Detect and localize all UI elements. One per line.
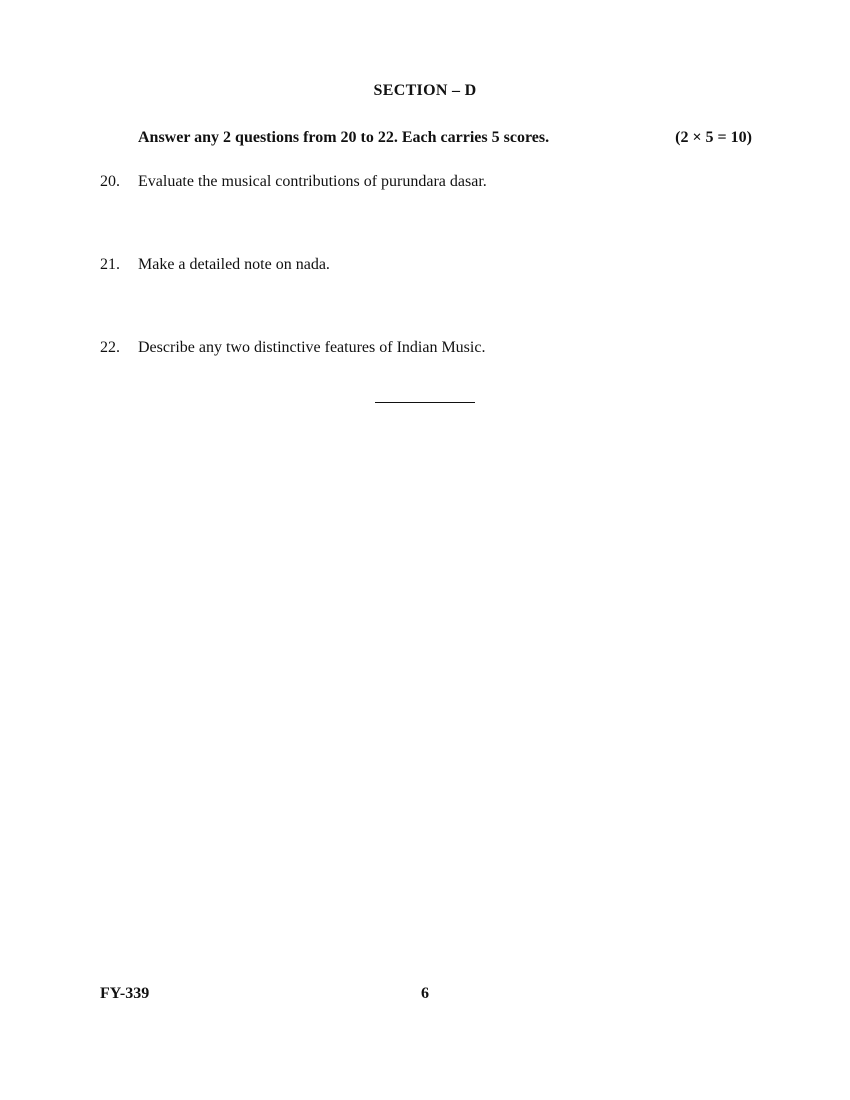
paper-code: FY-339	[100, 985, 150, 1002]
question-21	[100, 256, 760, 278]
section-title: SECTION – D	[373, 82, 477, 99]
question-text: Describe any two distinctive features of Indian Music.	[138, 339, 486, 356]
question-number: 21.	[100, 256, 120, 273]
question-text: Make a detailed note on nada.	[138, 256, 330, 273]
marks-distribution: (2 × 5 = 10)	[675, 129, 752, 146]
instruction-row	[138, 129, 752, 151]
question-text: Evaluate the musical contributions of purundara dasar.	[138, 173, 487, 190]
question-number: 22.	[100, 339, 120, 356]
section-end-rule	[375, 402, 475, 403]
page-number: 6	[421, 985, 429, 1002]
question-22	[100, 339, 760, 361]
question-20	[100, 173, 760, 195]
instruction-text: Answer any 2 questions from 20 to 22. Each carries 5 scores.	[138, 129, 550, 146]
question-number: 20.	[100, 173, 120, 190]
